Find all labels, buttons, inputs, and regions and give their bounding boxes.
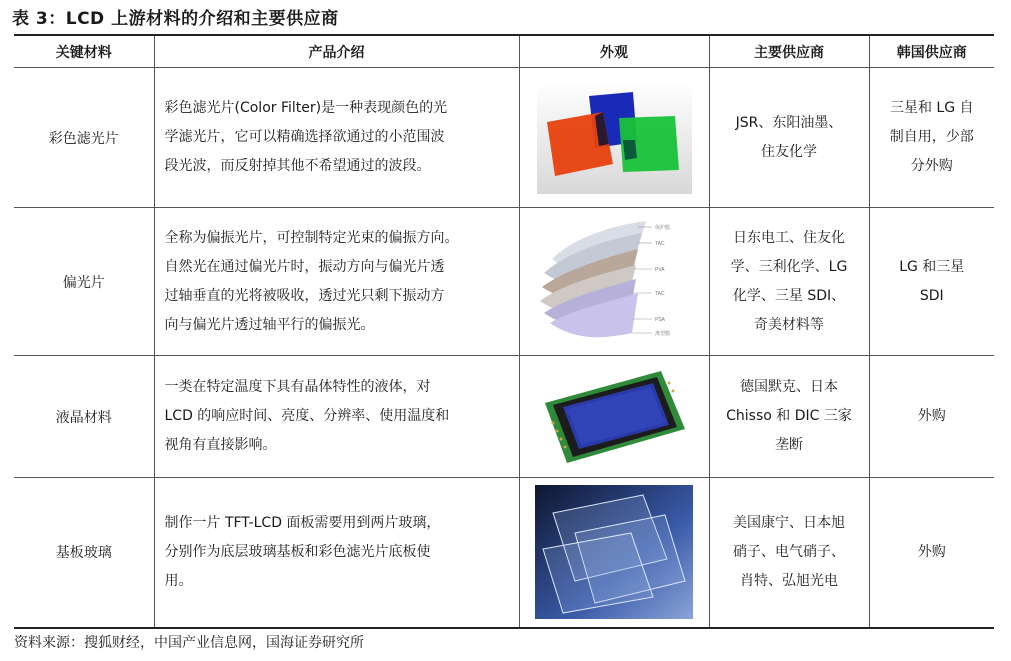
main-suppliers: 美国康宁、日本旭 硝子、电气硝子、 肖特、弘旭光电	[709, 478, 869, 628]
material-name: 彩色滤光片	[14, 68, 154, 208]
source-note: 资料来源：搜狐财经，中国产业信息网，国海证券研究所	[14, 635, 364, 651]
main-suppliers: JSR、东阳油墨、 住友化学	[709, 68, 869, 208]
korean-suppliers: LG 和三星 SDI	[869, 208, 994, 356]
appearance-cell	[519, 478, 709, 628]
glass-substrate-image	[535, 485, 693, 619]
layer-label: TAC	[655, 240, 665, 247]
header-row	[14, 35, 994, 68]
materials-table	[14, 34, 994, 629]
table-row	[14, 478, 994, 628]
layer-label: PVA	[655, 266, 665, 273]
header-suppliers: 主要供应商	[709, 35, 869, 68]
layer-label: PSA	[655, 316, 666, 323]
lcd-module-image	[539, 365, 689, 469]
layer-label: 离型膜	[655, 330, 671, 337]
korean-suppliers: 外购	[869, 478, 994, 628]
table-title: 表 3：LCD 上游材料的介绍和主要供应商	[12, 9, 339, 29]
header-korean-suppliers: 韩国供应商	[869, 35, 994, 68]
color-filter-image	[537, 82, 692, 194]
main-suppliers: 日东电工、住友化 学、三利化学、LG 化学、三星 SDI、 奇美材料等	[709, 208, 869, 356]
material-name: 液晶材料	[14, 356, 154, 478]
product-intro: 全称为偏振光片，可控制特定光束的偏振方向。 自然光在通过偏光片时，振动方向与偏光片透 过轴垂直的光将被吸收，透过光只剩下振动方 向与偏光片透过轴平行的偏振光。	[154, 208, 519, 356]
table-row	[14, 208, 994, 356]
material-name: 偏光片	[14, 208, 154, 356]
header-appearance: 外观	[519, 35, 709, 68]
header-material: 关键材料	[14, 35, 154, 68]
product-intro: 制作一片 TFT-LCD 面板需要用到两片玻璃， 分别作为底层玻璃基板和彩色滤光片底板使 用。	[154, 478, 519, 628]
product-intro: 彩色滤光片(Color Filter)是一种表现颜色的光 学滤光片，它可以精确选择欲通过的小范围波 段光波，而反射掉其他不希望通过的波段。	[154, 68, 519, 208]
polarizer-layers-image	[534, 217, 694, 347]
header-intro: 产品介绍	[154, 35, 519, 68]
material-name: 基板玻璃	[14, 478, 154, 628]
korean-suppliers: 三星和 LG 自 制自用，少部 分外购	[869, 68, 994, 208]
main-suppliers: 德国默克、日本 Chisso 和 DIC 三家 垄断	[709, 356, 869, 478]
layer-label: TAC	[655, 290, 665, 297]
appearance-cell	[519, 356, 709, 478]
table-row	[14, 356, 994, 478]
product-intro: 一类在特定温度下具有晶体特性的液体，对 LCD 的响应时间、亮度、分辨率、使用温度和 视角有直接影响。	[154, 356, 519, 478]
layer-label: 保护膜	[655, 224, 671, 231]
appearance-cell	[519, 208, 709, 356]
korean-suppliers: 外购	[869, 356, 994, 478]
appearance-cell	[519, 68, 709, 208]
table-row	[14, 68, 994, 208]
